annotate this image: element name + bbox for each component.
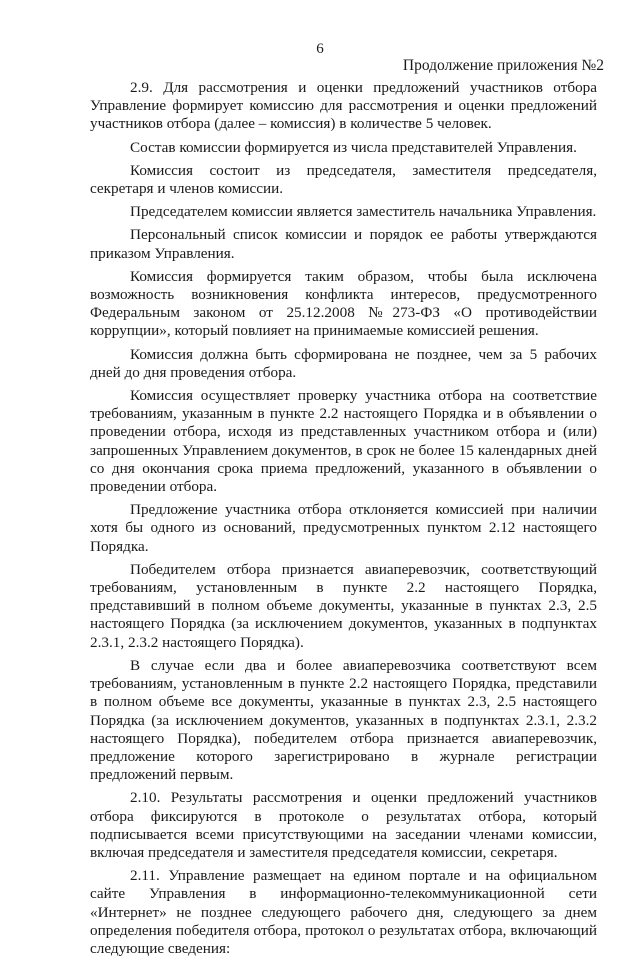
paragraph-participant-check: Комиссия осуществляет проверку участника отбора на соответствие требованиям, указанным в пункте 2.2 настоящего Порядка и в объявлении о проведении отбора, исходя из представленных участником отбора и (или) запрошенных Управлением документов, в срок не более 15 календарных дней со дня окончания срока приема предложений, указанного в объявлении о проведении отбора. (90, 387, 597, 496)
paragraph-winner: Победителем отбора признается авиаперевозчик, соответствующий требованиям, установленным в пункте 2.2 настоящего Порядка, представивший в полном объеме документы, указанные в пунктах 2.3, 2.5 настоящего Порядка (за исключением документов, указанных в подпунктах 2.3.1, 2.3.2 настоящего Порядка). (90, 560, 597, 651)
paragraph-commission-chair: Председателем комиссии является заместитель начальника Управления. (130, 203, 597, 221)
paragraph-personal-list: Персональный список комиссии и порядок ее работы утверждаются приказом Управления. (90, 226, 597, 262)
paragraph-2-10: 2.10. Результаты рассмотрения и оценки предложений участников отбора фиксируются в протоколе о результатах отбора, который подписывается всеми присутствующими на заседании членами комиссии, включая председателя и заместителя председателя комиссии, секретаря. (90, 789, 597, 861)
paragraph-rejection: Предложение участника отбора отклоняется комиссией при наличии хотя бы одного из оснований, предусмотренных пунктом 2.12 настоящего Порядка. (90, 501, 597, 555)
appendix-continuation-note: Продолжение приложения №2 (402, 57, 604, 74)
paragraph-2-11: 2.11. Управление размещает на едином портале и на официальном сайте Управления в информационно-телекоммуникационной сети «Интернет» не позднее следующего рабочего дня, следующего за днем определения победителя отбора, протокол о результатах отбора, включающий следующие сведения: (90, 867, 597, 957)
paragraph-commission-members: Комиссия состоит из председателя, заместителя председателя, секретаря и членов комиссии. (90, 161, 597, 198)
paragraph-2-9: 2.9. Для рассмотрения и оценки предложений участников отбора Управление формирует комиссию для рассмотрения и оценки предложений участников отбора (далее – комиссия) в количестве 5 человек. (90, 79, 597, 133)
page-number: 6 (316, 41, 324, 57)
document-body (90, 79, 597, 963)
paragraph-formation-deadline: Комиссия должна быть сформирована не позднее, чем за 5 рабочих дней до дня проведения отбора. (90, 345, 597, 381)
paragraph-conflict-of-interest: Комиссия формируется таким образом, чтобы была исключена возможность возникновения конфликта интересов, предусмотренного Федеральным законом от 25.12.2008 №273-ФЗ «О противодействии коррупции», который повлияет на принимаемые комиссией решения. (90, 267, 597, 340)
paragraph-commission-composition: Состав комиссии формируется из числа представителей Управления. (130, 138, 577, 156)
paragraph-multiple-carriers: В случае если два и более авиаперевозчика соответствуют всем требованиям, установленным в пункте 2.2 настоящего Порядка, представили в полном объеме все документы, указанные в пунктах 2.3, 2.5 настоящего Порядка (за исключением документов, указанных в подпунктах 2.3.1, 2.3.2 настоящего Порядка), победителем отбора признается авиаперевозчик, предложение которого зарегистрировано в журнале регистрации предложений первым. (90, 656, 597, 784)
